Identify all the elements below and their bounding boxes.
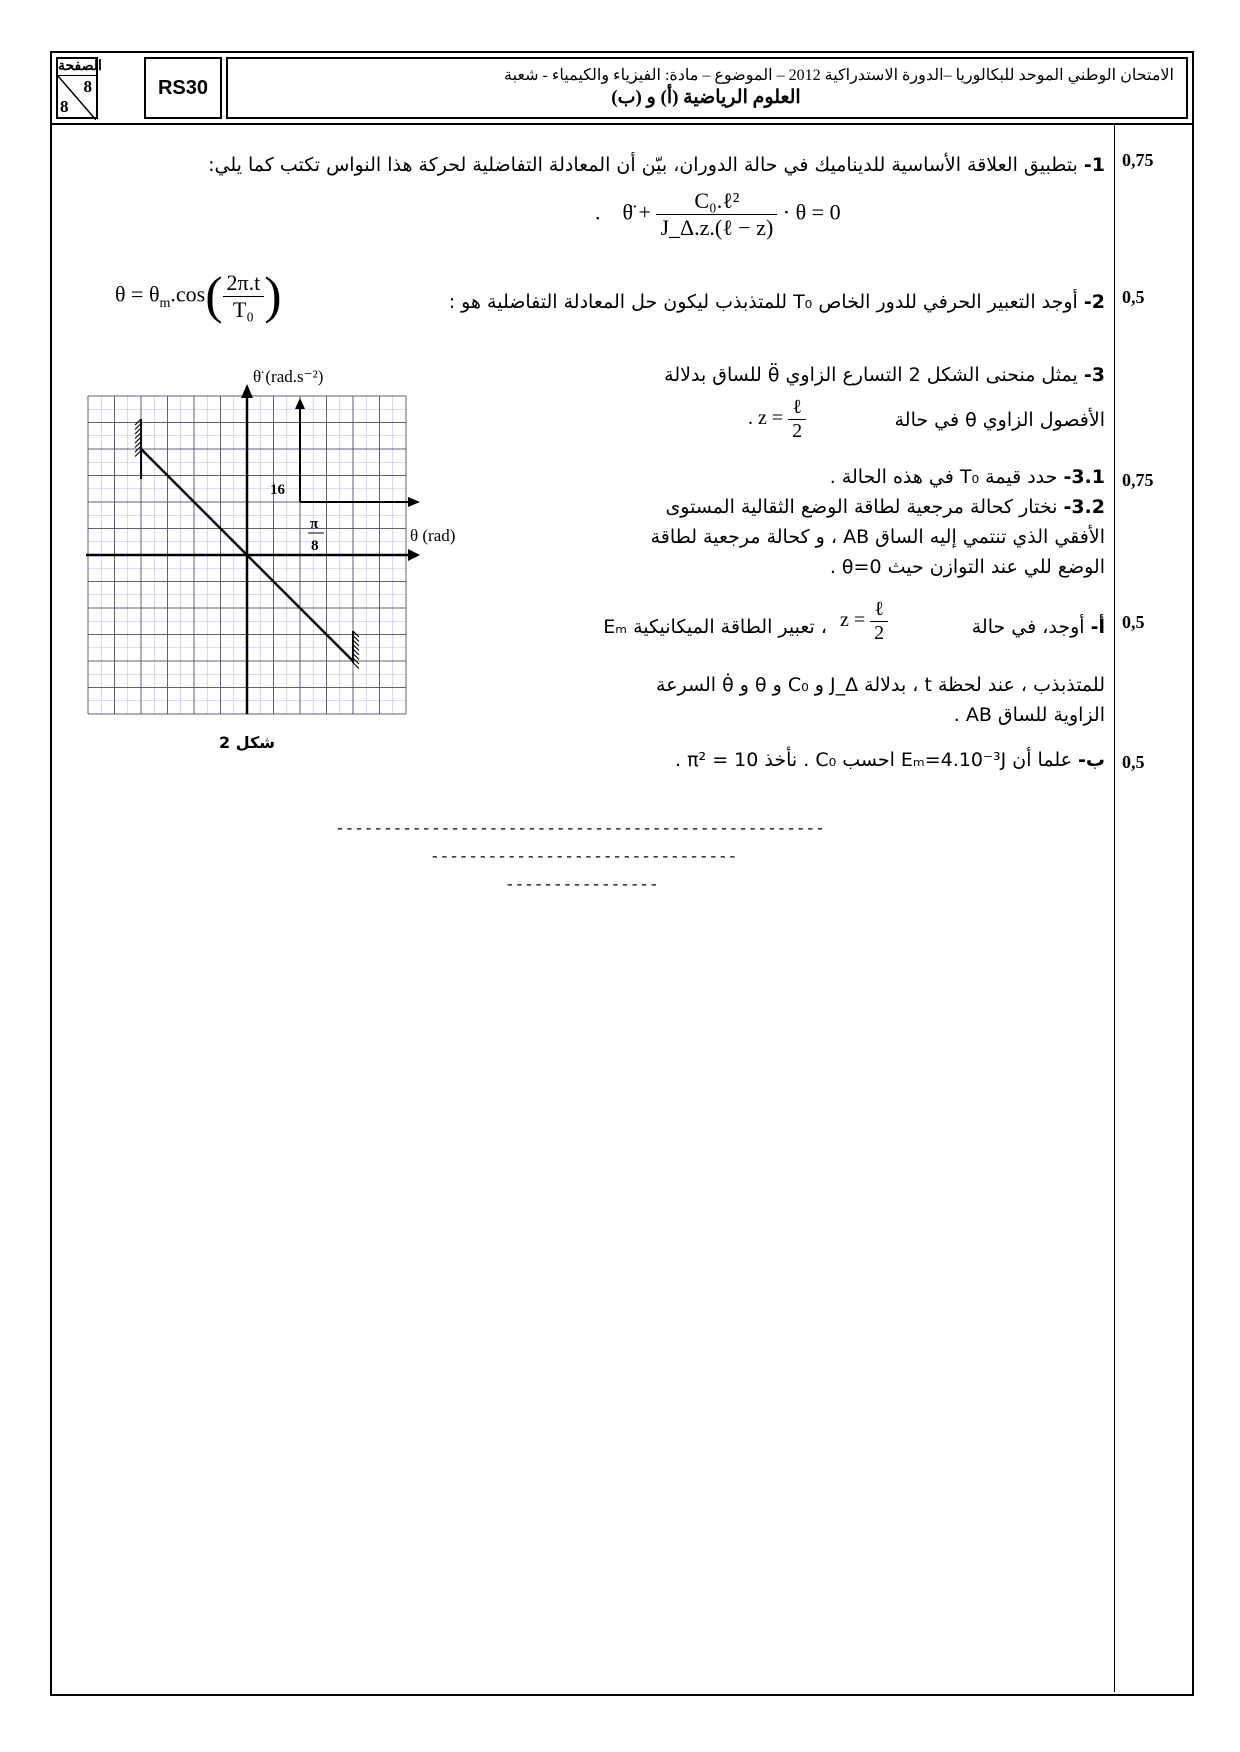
exam-header bbox=[50, 51, 1194, 125]
q32a-equation bbox=[840, 598, 888, 645]
page-total: 8 bbox=[60, 97, 69, 116]
mark-q32b: 0,5 bbox=[1122, 752, 1145, 772]
q1-eq-num: C₀.ℓ² bbox=[656, 188, 777, 215]
q32b-number: ب- bbox=[1078, 749, 1105, 771]
exam-title-line2: العلوم الرياضية (أ) و (ب) bbox=[611, 87, 801, 108]
page-label: الصفحة bbox=[58, 59, 102, 74]
q32a-eq-den: 2 bbox=[870, 621, 888, 645]
q2-eq-lhs: θ = θ bbox=[115, 281, 160, 307]
y-unit-indicator-arrow bbox=[295, 398, 305, 409]
q3-eq-dot: . bbox=[748, 407, 753, 430]
q3-text-a: يمثل منحنى الشكل 2 التسارع الزاوي θ̈ للساق بدلالة bbox=[664, 364, 1078, 386]
q32a-eq-fraction bbox=[870, 598, 888, 645]
q1-eq-fraction bbox=[656, 188, 777, 241]
q1-text: بتطبيق العلاقة الأساسية للديناميك في حالة الدوران، بيّن أن المعادلة التفاضلية لحركة هذا النواس تكتب كما يلي: bbox=[208, 154, 1078, 176]
q32a-number: أ- bbox=[1090, 616, 1105, 638]
x-axis-arrow bbox=[408, 549, 420, 561]
q1-eq-rhs: · θ = 0 bbox=[782, 199, 841, 225]
q32-text-a: نختار كحالة مرجعية لطاقة الوضع الثقالية المستوى bbox=[665, 496, 1058, 518]
q32a-text-a: أوجد، في حالة bbox=[971, 616, 1085, 638]
q3-number: 3- bbox=[1083, 364, 1105, 386]
q3-eq-num: ℓ bbox=[792, 396, 802, 418]
q2-eq-fraction bbox=[223, 270, 265, 323]
exam-code: RS30 bbox=[144, 57, 222, 119]
exam-title bbox=[226, 57, 1188, 119]
question-3-2-a-tail: ، تعبير الطاقة الميكانيكية Eₘ bbox=[603, 616, 827, 638]
question-3-2 bbox=[545, 492, 1105, 522]
question-3 bbox=[545, 360, 1105, 390]
page-current: 8 bbox=[83, 77, 92, 96]
mark-q32a: 0,5 bbox=[1122, 612, 1145, 632]
y-axis-label: θ̈ (rad.s⁻²) bbox=[253, 367, 324, 386]
q2-eq-sub: m bbox=[159, 295, 171, 311]
question-3-2-line2: الأفقي الذي تنتمي إليه الساق AB ، و كحالة مرجعية لطاقة bbox=[650, 526, 1105, 548]
q32a-eq-z: z = bbox=[840, 609, 866, 632]
y-tick-label: 16 bbox=[270, 482, 285, 498]
q3-equation bbox=[748, 396, 806, 443]
mark-q2: 0,5 bbox=[1122, 287, 1145, 307]
question-3-2-b bbox=[485, 745, 1105, 775]
q3-eq-den: 2 bbox=[788, 419, 806, 443]
q2-eq-den: T₀ bbox=[232, 297, 254, 322]
figure-2 bbox=[70, 360, 510, 800]
q2-eq-num: 2π.t bbox=[223, 270, 265, 297]
q3-eq-fraction bbox=[788, 396, 806, 443]
q31-text: حدد قيمة T₀ في هذه الحالة . bbox=[829, 466, 1058, 488]
dash-line-2: -------------------------------- bbox=[430, 848, 738, 866]
question-3-2-a bbox=[925, 612, 1105, 642]
q32-number: 3.2- bbox=[1063, 496, 1105, 518]
q1-eq-lhs: θ̈ + bbox=[622, 199, 651, 225]
mark-q1: 0,75 bbox=[1122, 150, 1154, 170]
question-1 bbox=[45, 150, 1105, 180]
question-2 bbox=[325, 287, 1105, 317]
q1-eq-dot: . bbox=[595, 199, 601, 225]
q1-number: 1- bbox=[1083, 154, 1105, 176]
mark-q31: 0,75 bbox=[1122, 470, 1154, 490]
question-3-2-a-line3: الزاوية للساق AB . bbox=[953, 704, 1105, 726]
q3-eq-z: z = bbox=[758, 407, 784, 430]
q32b-text: علما أن Eₘ=4.10⁻³J احسب C₀ . نأخذ π² = 10 . bbox=[675, 749, 1072, 771]
question-3-2-a-line2: للمتذبذب ، عند لحظة t ، بدلالة J_Δ و C₀ و θ و θ̇ السرعة bbox=[656, 674, 1105, 696]
page-number-box bbox=[56, 57, 102, 119]
marks-column-divider bbox=[1114, 125, 1115, 1692]
question-3-1 bbox=[545, 462, 1105, 492]
x-unit-indicator-arrow bbox=[408, 497, 420, 507]
q2-text: أوجد التعبير الحرفي للدور الخاص T₀ للمتذبذب ليكون حل المعادلة التفاضلية هو : bbox=[448, 291, 1078, 313]
dash-line-1: --------------------------------------------------- bbox=[335, 820, 825, 838]
q1-eq-den: J_Δ.z.(ℓ − z) bbox=[660, 215, 774, 240]
q32a-eq-num: ℓ bbox=[874, 598, 884, 620]
y-axis-arrow bbox=[241, 384, 253, 398]
chart-svg bbox=[70, 360, 510, 800]
q2-equation: $\theta = \theta_m.\cos$( $\frac{2\pi.t}{\text{T₀}}$ ) bbox=[115, 267, 282, 325]
question-3-2-line3: الوضع للي عند التوازن حيث θ=0 . bbox=[829, 556, 1105, 578]
q2-number: 2- bbox=[1083, 291, 1105, 313]
q1-equation bbox=[595, 188, 841, 241]
x-axis-label: θ (rad) bbox=[410, 526, 456, 545]
exam-title-line1: الامتحان الوطني الموحد للبكالوريا –الدورة الاستدراكية 2012 – الموضوع – مادة: الفيزياء والكيمياء - شعبة bbox=[504, 67, 1174, 84]
figure-caption: شكل 2 bbox=[218, 733, 276, 752]
x-tick-label-den: 8 bbox=[311, 538, 319, 554]
dash-line-3: ---------------- bbox=[505, 876, 659, 894]
q2-eq-cos: .cos bbox=[170, 281, 206, 307]
q31-number: 3.1- bbox=[1063, 466, 1105, 488]
q3-text-b: الأفصول الزاوي θ في حالة bbox=[894, 409, 1105, 431]
x-tick-label-num: π bbox=[310, 516, 319, 532]
